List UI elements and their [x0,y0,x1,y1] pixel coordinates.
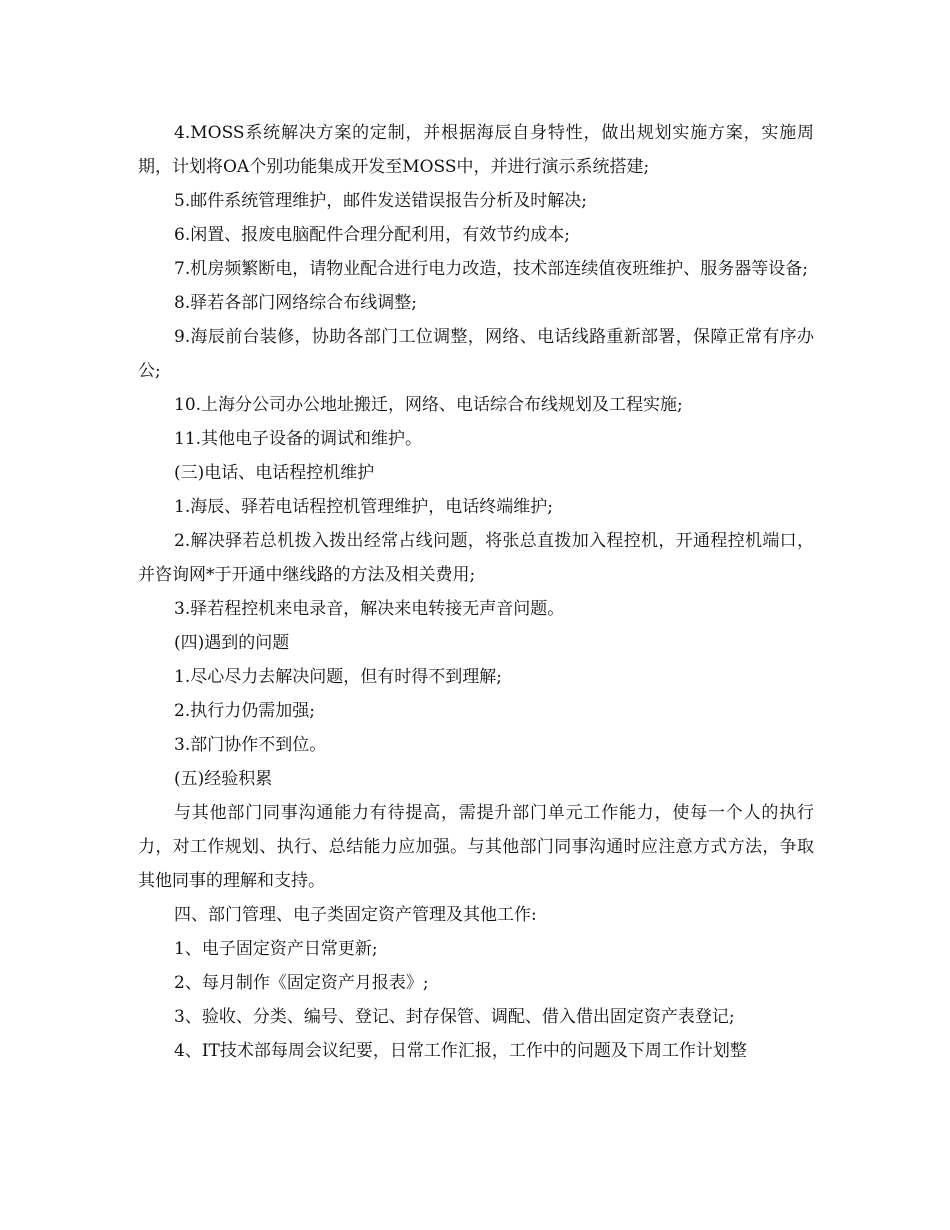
paragraph-item-8-cabling: 8.驿若各部门网络综合布线调整; [174,293,417,313]
paragraph-experience: 与其他部门同事沟通能力有待提高，需提升部门单元工作能力，使每一个人的执行力，对工作规划、执行、总结能力应加强。与其他部门同事沟通时应注意方式方法，争取其他同事的理解和支持。 [138,803,814,891]
paragraph-management-3: 3、验收、分类、编号、登记、封存保管、调配、借入借出固定资产表登记; [174,1007,735,1027]
paragraph-item-4-moss: 4.MOSS系统解决方案的定制，并根据海辰自身特性，做出规划实施方案，实施周期，计划将OA个别功能集成开发至MOSS中，并进行演示系统搭建; [138,123,814,177]
paragraph-item-7-power: 7.机房频繁断电，请物业配合进行电力改造，技术部连续值夜班维护、服务器等设备; [174,259,808,279]
paragraph-item-11-devices: 11.其他电子设备的调试和维护。 [174,429,423,449]
section-heading-phone: (三)电话、电话程控机维护 [174,463,375,483]
paragraph-problem-2: 2.执行力仍需加强; [174,701,315,721]
section-heading-management: 四、部门管理、电子类固定资产管理及其他工作: [174,905,537,925]
paragraph-phone-2: 2.解决驿若总机拨入拨出经常占线问题，将张总直拨加入程控机，开通程控机端口，并咨询网*于开通中继线路的方法及相关费用; [138,531,814,585]
paragraph-phone-1: 1.海辰、驿若电话程控机管理维护，电话终端维护; [174,497,553,517]
paragraph-phone-3: 3.驿若程控机来电录音，解决来电转接无声音问题。 [174,599,565,619]
paragraph-problem-3: 3.部门协作不到位。 [174,735,327,755]
paragraph-item-10-relocation: 10.上海分公司办公地址搬迁，网络、电话综合布线规划及工程实施; [174,395,683,415]
paragraph-management-1: 1、电子固定资产日常更新; [174,939,378,959]
paragraph-item-9-front-desk: 9.海辰前台装修，协助各部门工位调整，网络、电话线路重新部署，保障正常有序办公; [138,327,814,381]
section-heading-experience: (五)经验积累 [174,769,273,789]
paragraph-problem-1: 1.尽心尽力去解决问题，但有时得不到理解; [174,667,502,687]
paragraph-management-2: 2、每月制作《固定资产月报表》; [174,973,429,993]
paragraph-management-4: 4、IT技术部每周会议纪要，日常工作汇报，工作中的问题及下周工作计划整 [174,1041,747,1061]
paragraph-item-5-email: 5.邮件系统管理维护，邮件发送错误报告分析及时解决; [174,191,587,211]
paragraph-item-6-parts: 6.闲置、报废电脑配件合理分配利用，有效节约成本; [174,225,570,245]
section-heading-problems: (四)遇到的问题 [174,633,290,653]
document-body [138,116,814,1068]
